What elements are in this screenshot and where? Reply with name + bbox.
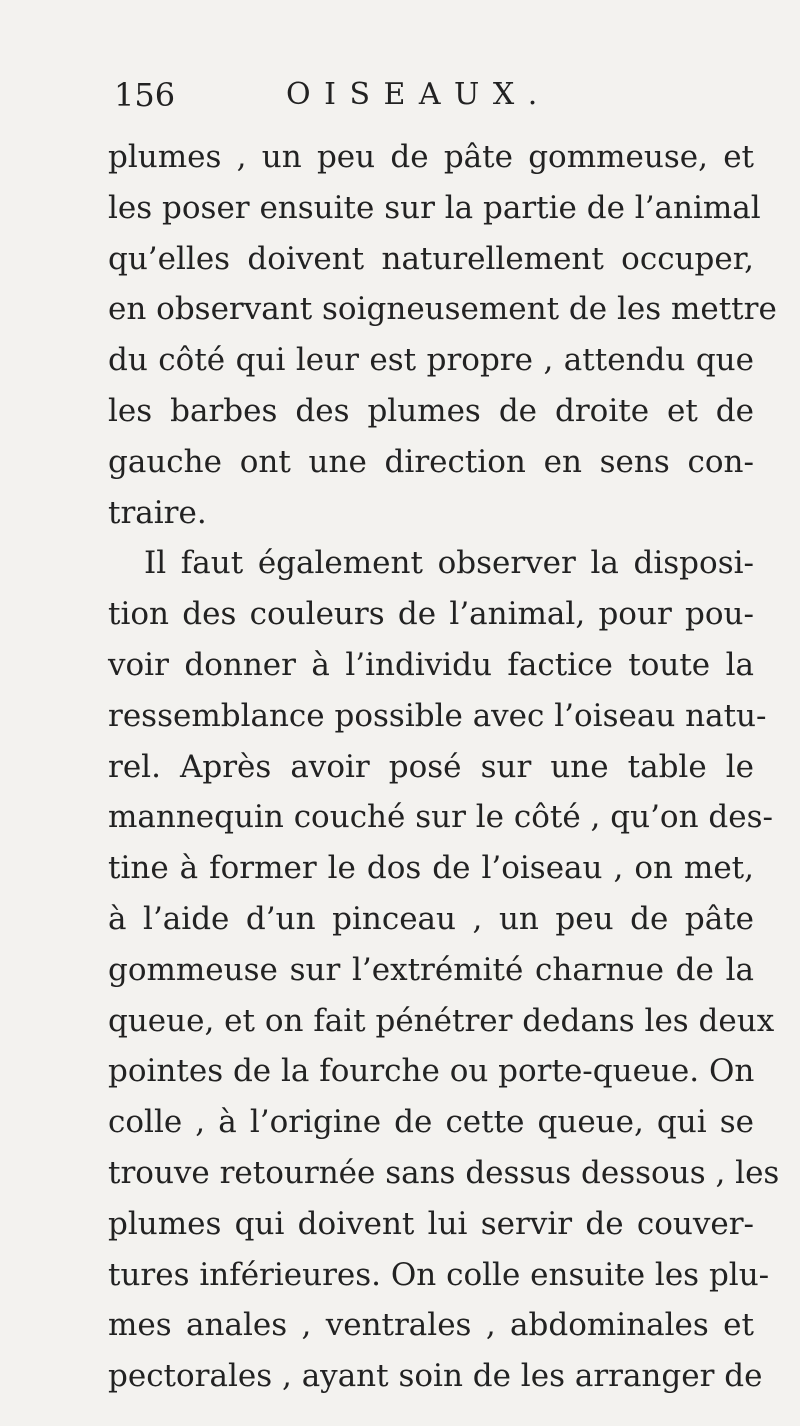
text-line: les poser ensuite sur la partie de l’animal: [108, 189, 761, 226]
text-line: mes anales , ventrales , abdominales et: [108, 1307, 754, 1344]
page-number: 156: [114, 76, 176, 114]
text-line: pectorales , ayant soin de les arranger de: [108, 1358, 763, 1395]
text-line: gommeuse sur l’extrémité charnue de la: [108, 951, 754, 988]
text-line: plumes qui doivent lui servir de couver-: [108, 1205, 754, 1242]
text-line: Il faut également observer la disposi-: [144, 545, 754, 582]
running-head: [108, 72, 748, 118]
text-line: trouve retournée sans dessus dessous , les: [108, 1154, 780, 1191]
text-line: tine à former le dos de l’oiseau , on met,: [108, 850, 754, 887]
text-line: tures inférieures. On colle ensuite les plu-: [108, 1256, 770, 1293]
text-line: à l’aide d’un pinceau , un peu de pâte: [108, 900, 754, 937]
text-line: ressemblance possible avec l’oiseau natu-: [108, 697, 767, 734]
text-line: les barbes des plumes de droite et de: [108, 392, 754, 429]
text-line: rel. Après avoir posé sur une table le: [108, 748, 754, 785]
body-text: [108, 132, 780, 1402]
text-line: voir donner à l’individu factice toute la: [108, 646, 754, 683]
text-line: plumes , un peu de pâte gommeuse, et: [108, 139, 754, 175]
text-line: pointes de la fourche ou porte-queue. On: [108, 1053, 755, 1090]
text-line: tion des couleurs de l’animal, pour pou-: [108, 596, 754, 633]
text-line: qu’elles doivent naturellement occuper,: [108, 240, 754, 277]
text-line: colle , à l’origine de cette queue, qui se: [108, 1104, 754, 1141]
text-line: du côté qui leur est propre , attendu que: [108, 342, 754, 379]
chapter-title: OISEAUX.: [286, 77, 551, 112]
text-line: gauche ont une direction en sens con-: [108, 443, 754, 480]
text-line: en observant soigneusement de les mettre: [108, 291, 777, 328]
text-line: mannequin couché sur le côté , qu’on des-: [108, 799, 773, 836]
text-line: traire.: [108, 494, 207, 531]
text-line: queue, et on fait pénétrer dedans les deux: [108, 1002, 775, 1039]
